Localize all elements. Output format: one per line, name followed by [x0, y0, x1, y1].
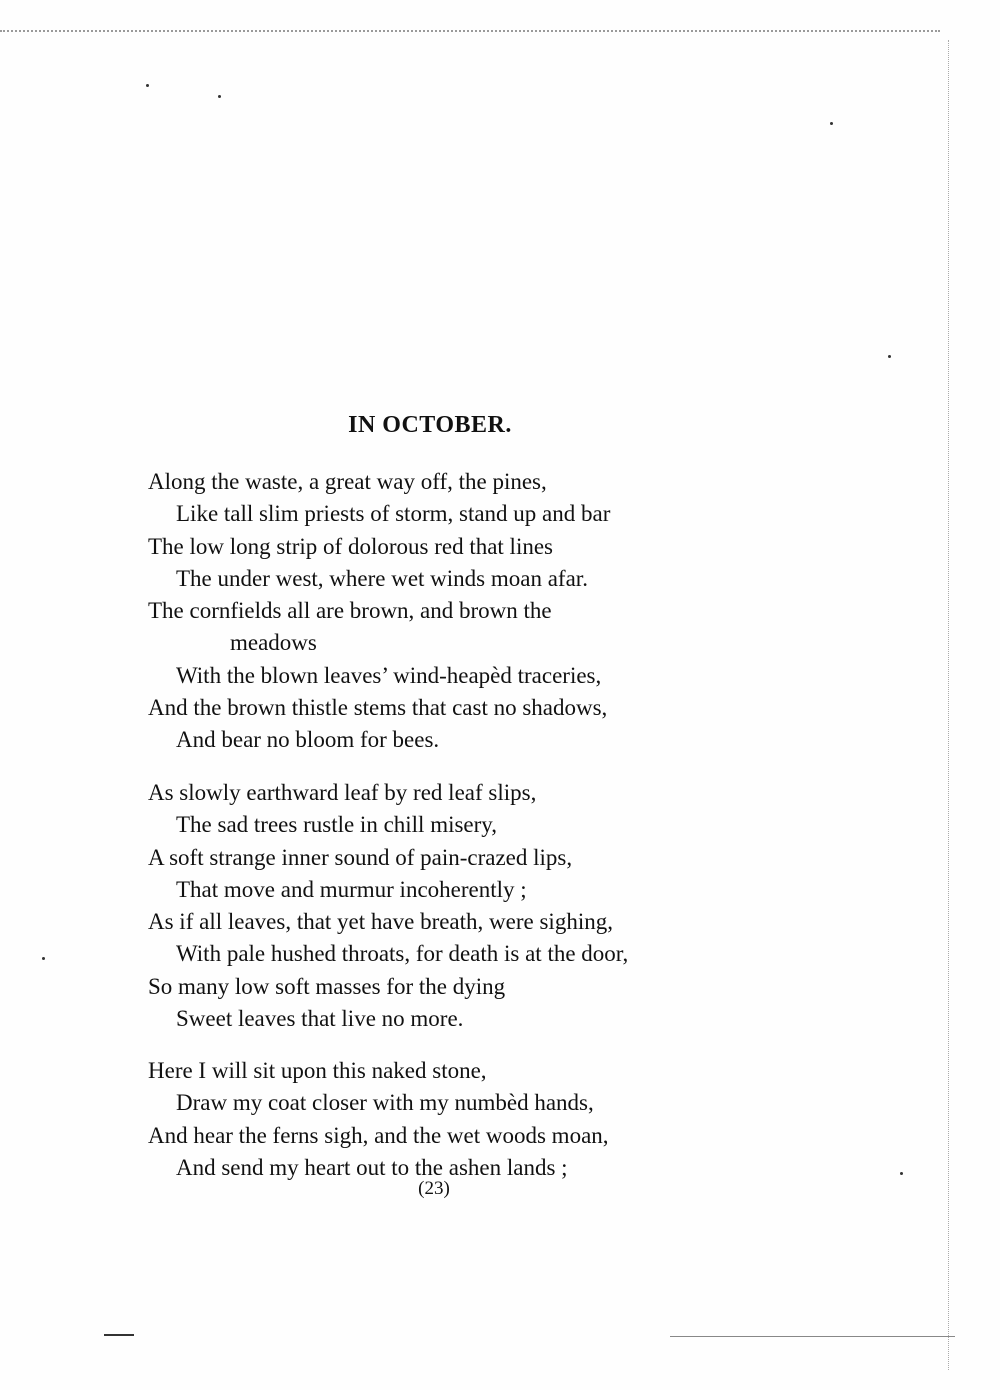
page-bottom-edge — [670, 1336, 955, 1337]
poem-line: Draw my coat closer with my numbèd hands, — [176, 1090, 594, 1116]
scan-speck — [830, 122, 833, 125]
poem-line: The cornfields all are brown, and brown the — [148, 598, 552, 624]
poem-line: And send my heart out to the ashen lands ; — [176, 1154, 568, 1180]
poem-line: As if all leaves, that yet have breath, were sighing, — [148, 909, 613, 935]
page-right-edge — [948, 40, 949, 1370]
stanza-2 — [148, 777, 788, 1035]
page-number: (23) — [418, 1178, 450, 1199]
poem-line: That move and murmur incoherently ; — [176, 876, 527, 902]
poem-line: A soft strange inner sound of pain-crazed lips, — [148, 844, 573, 870]
poem-line: The low long strip of dolorous red that lines — [148, 533, 553, 559]
stanza-1 — [148, 466, 788, 757]
poem-line: So many low soft masses for the dying — [148, 973, 506, 999]
scan-speck — [900, 1172, 903, 1175]
scan-speck — [218, 95, 221, 98]
poem-title: IN OCTOBER. — [348, 412, 512, 438]
poem-line: The sad trees rustle in chill misery, — [176, 812, 498, 838]
scan-speck — [146, 84, 149, 87]
poem-line: As slowly earthward leaf by red leaf slips, — [148, 780, 537, 805]
poem-line: The under west, where wet winds moan afar. — [176, 565, 588, 591]
scan-speck — [42, 957, 45, 960]
page-bottom-left-mark — [104, 1334, 134, 1336]
scan-speck — [888, 355, 891, 358]
stanza-3 — [148, 1055, 788, 1184]
poem-line: Sweet leaves that live no more. — [176, 1006, 464, 1032]
poem-line: And hear the ferns sigh, and the wet woods moan, — [148, 1122, 609, 1148]
poem-line: Like tall slim priests of storm, stand up and bar — [176, 501, 611, 527]
poem-line: And bear no bloom for bees. — [176, 727, 440, 753]
poem-line: Along the waste, a great way off, the pines, — [148, 469, 547, 494]
poem-line: Here I will sit upon this naked stone, — [148, 1058, 487, 1083]
poem-line: With pale hushed throats, for death is at the door, — [176, 941, 629, 967]
poem-line: And the brown thistle stems that cast no shadows, — [148, 695, 608, 721]
page-top-edge — [0, 30, 940, 32]
poem-line: With the blown leaves’ wind-heapèd traceries, — [176, 662, 602, 688]
poem-line: meadows — [230, 630, 317, 656]
